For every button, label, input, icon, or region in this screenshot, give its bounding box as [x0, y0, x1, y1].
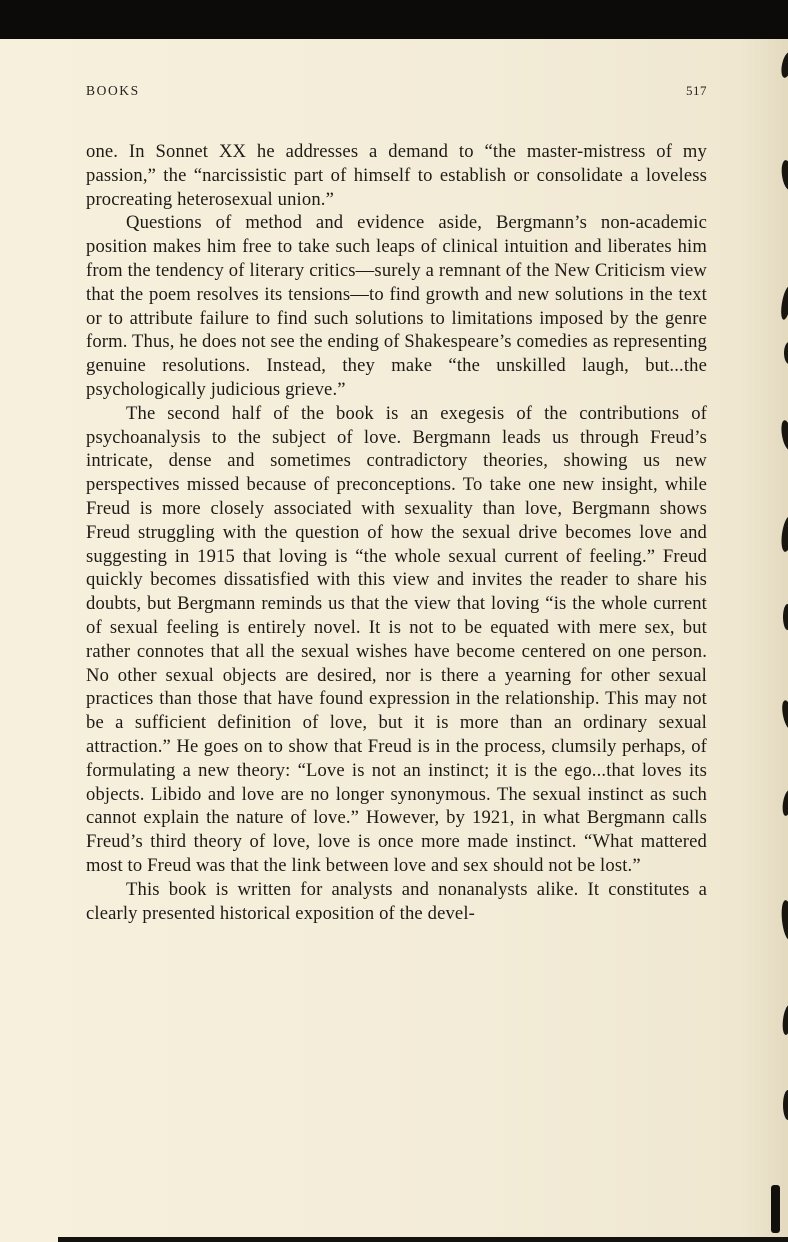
scan-artifact	[771, 1185, 780, 1233]
scan-artifact	[780, 699, 788, 730]
scan-artifact	[780, 900, 788, 941]
scan-artifact	[784, 342, 788, 364]
scan-artifact	[783, 604, 788, 630]
page-number: 517	[686, 83, 707, 98]
scan-artifact	[781, 789, 788, 816]
scan-artifact	[783, 1090, 788, 1120]
body-text	[86, 140, 707, 925]
scan-artifact	[779, 419, 788, 450]
paragraph: The second half of the book is an exegesis of the contributions of psychoanalysis to the subject of love. Bergmann leads us through Freud’s intricate, dense and sometimes contradictory theories, showing us new perspectives missed because of preconceptions. To take one new insight, while Freud is more closely associated with sexuality than love, Bergmann shows Freud struggling with the question of how the sexual drive becomes love and suggesting in 1915 that loving is “the whole sexual current of feeling.” Freud quickly becomes dissatisfied with this view and invites the reader to share his doubts, but Bergmann reminds us that the view that loving “is the whole current of sexual feeling is entirely novel. It is not to be equated with mere sex, but rather connotes that all the sexual wishes have become centered on one person. No other sexual objects are desired, nor is there a yearning for other sexual practices than those that have found expression in the relationship. This may not be a sufficient definition of love, but it is more than an ordinary sexual attraction.” He goes on to show that Freud is in the process, clumsily perhaps, of formulating a new theory: “Love is not an instinct; it is the ego...that loves its objects. Libido and love are no longer synonymous. The sexual instinct as such cannot explain the nature of love.” However, by 1921, in what Bergmann calls Freud’s third theory of love, love is once more made instinct. “What mattered most to Freud was that the link between love and sex should not be lost.”	[86, 402, 707, 876]
scan-edge-top	[0, 0, 788, 39]
scan-artifact	[780, 515, 788, 552]
scan-edge-bottom	[58, 1237, 788, 1242]
scan-artifact	[780, 159, 788, 190]
paragraph: one. In Sonnet XX he addresses a demand to “the master-mistress of my passion,” the “narcissistic part of himself to establish or consolidate a loveless procreating heterosexual union.”	[86, 141, 707, 210]
paragraph: This book is written for analysts and nonanalysts alike. It constitutes a clearly presented historical exposition of the devel-	[86, 878, 707, 924]
page-header	[86, 83, 707, 99]
scan-artifact	[781, 1005, 788, 1036]
running-title: BOOKS	[86, 83, 140, 98]
scan-artifact	[779, 285, 788, 320]
paragraph: Questions of method and evidence aside, Bergmann’s non-academic position makes him free to take such leaps of clinical intuition and liberates him from the tendency of literary critics—surely a remnant of the New Criticism view that the poem resolves its tensions—to find growth and new solutions in the text or to attribute failure to find such solutions to limitations imposed by the genre form. Thus, he does not see the ending of Shakespeare’s comedies as representing genuine resolutions. Instead, they make “the unskilled laugh, but...the psychologically judicious grieve.”	[86, 212, 707, 400]
scan-artifact	[779, 51, 788, 79]
